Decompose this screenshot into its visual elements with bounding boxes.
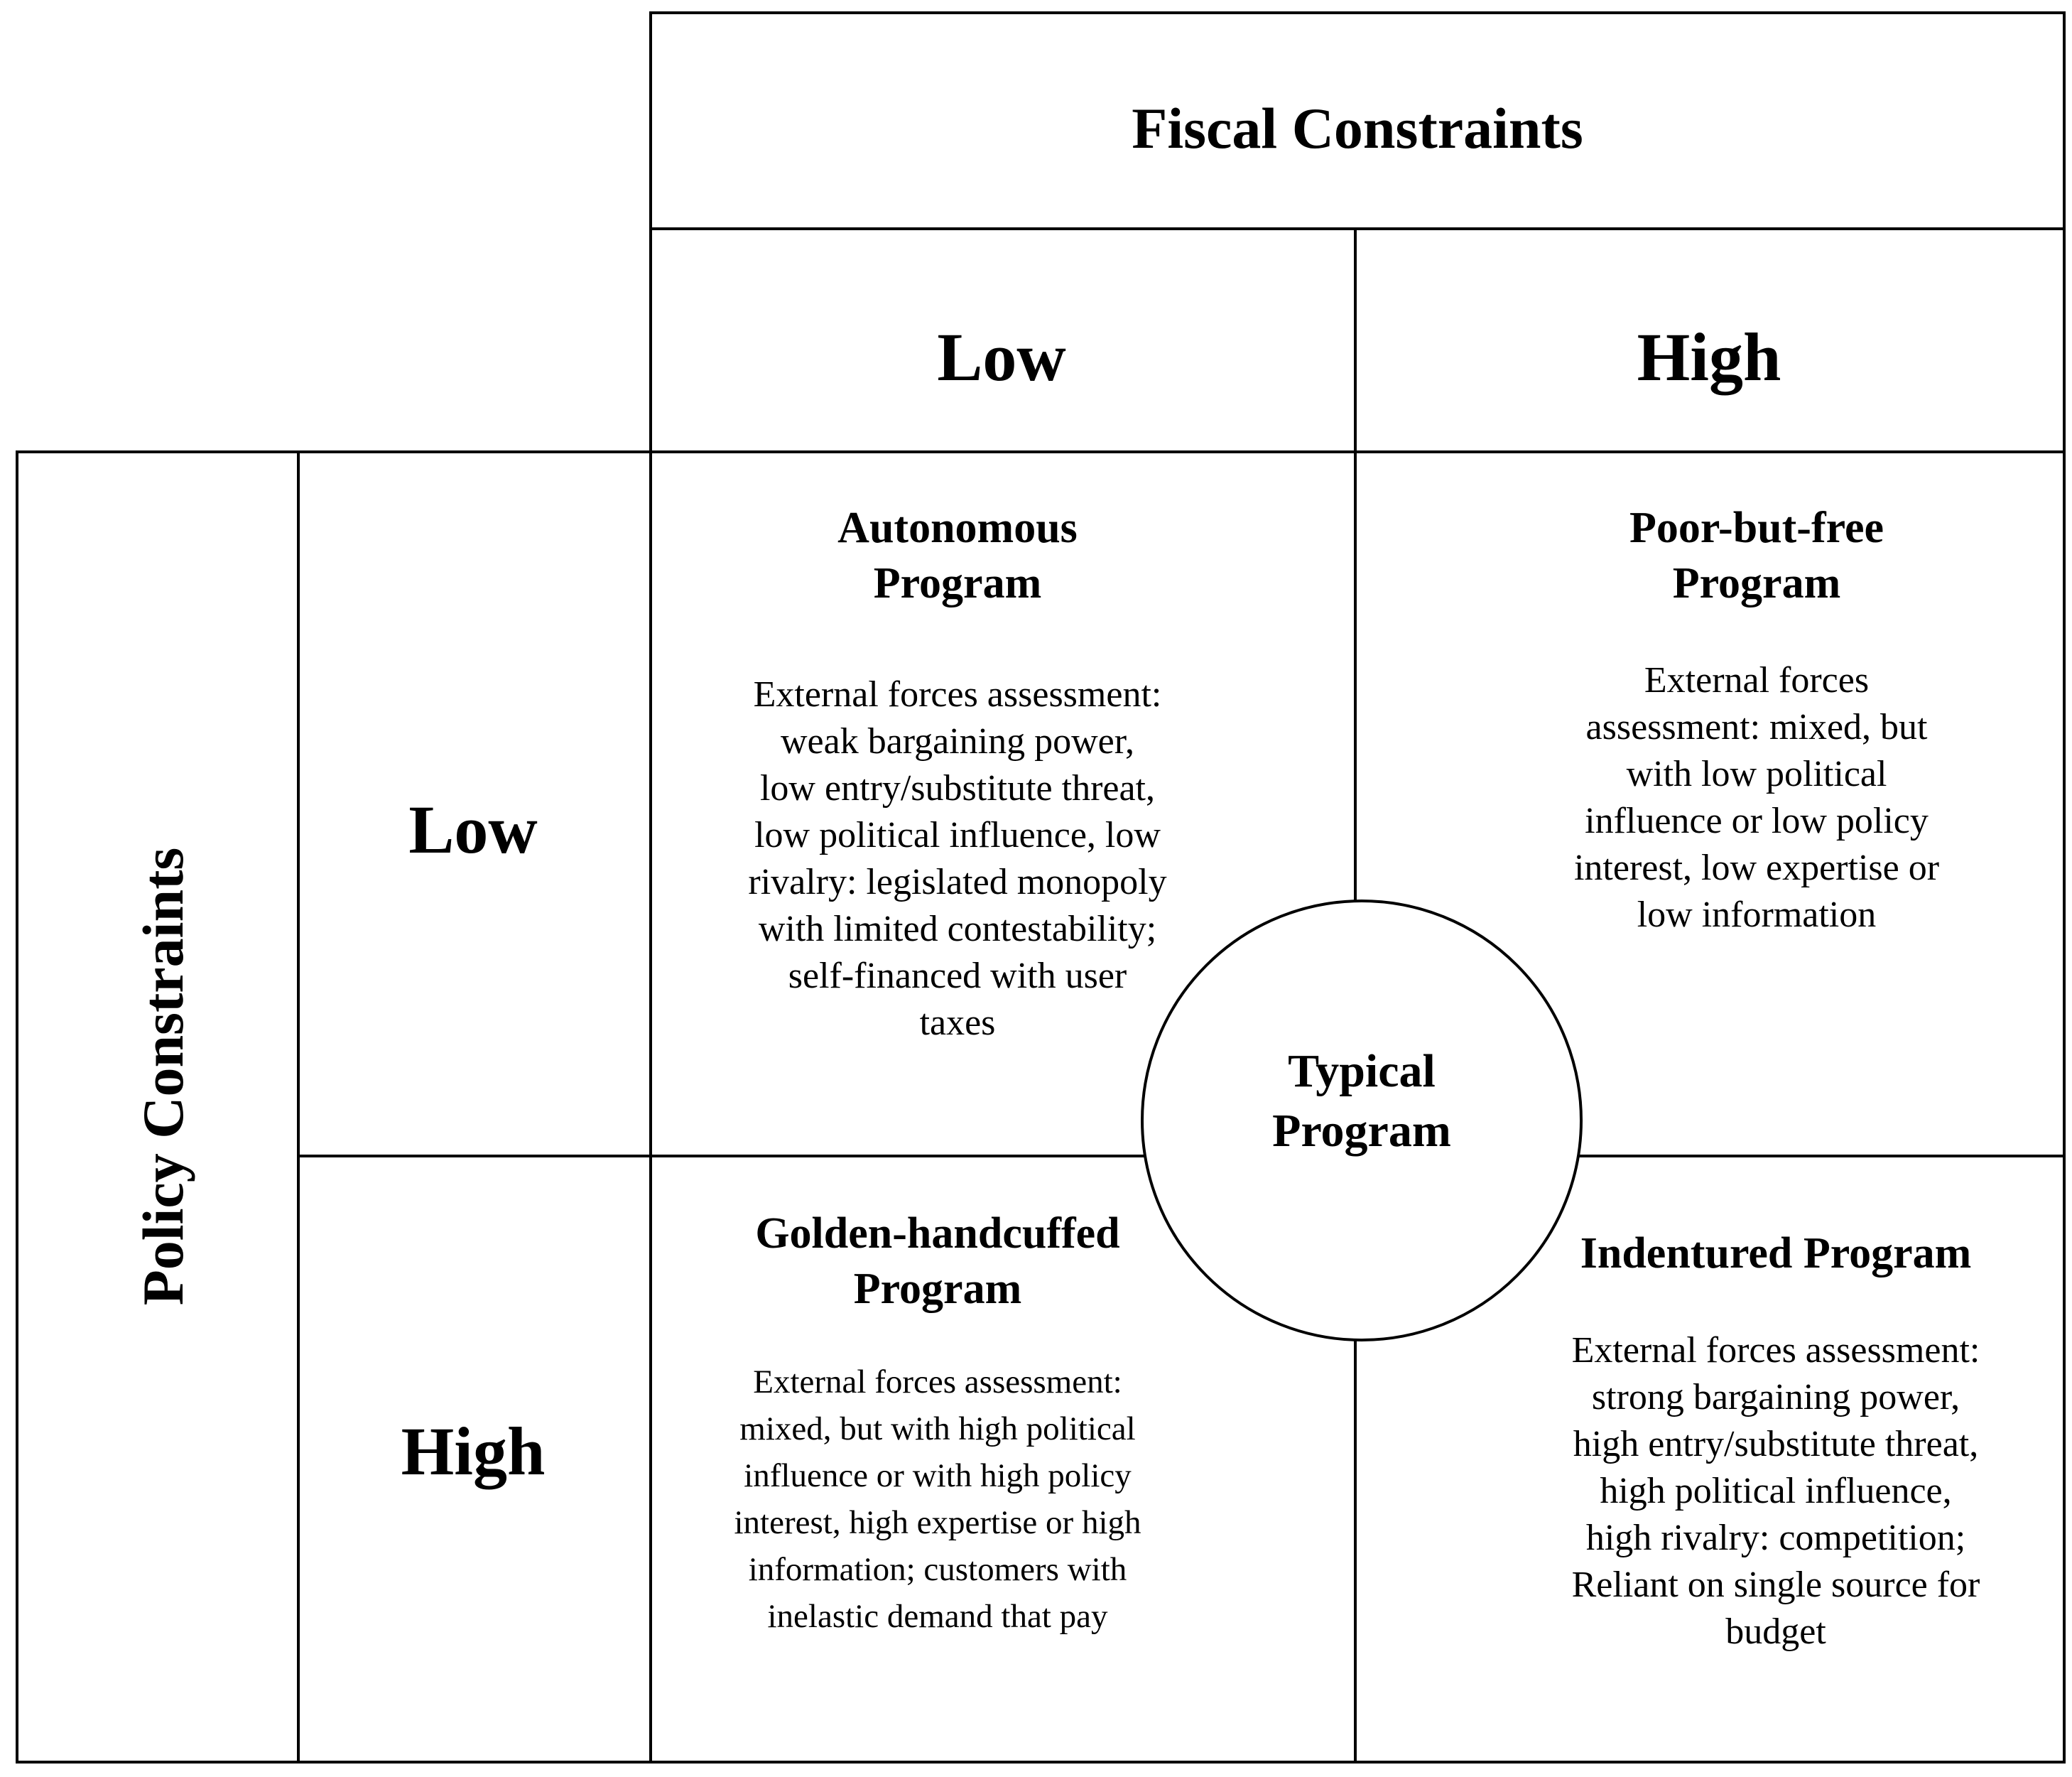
description-line: mixed, but with high political [739, 1410, 1136, 1447]
row-header: Policy Constraints [131, 847, 195, 1306]
indentured-program-title [1534, 1226, 2017, 1281]
indentured-program-description [1513, 1327, 2039, 1656]
description-line: high political influence, [1600, 1471, 1952, 1511]
autonomous-program-title [744, 500, 1171, 611]
left-border-line [16, 450, 18, 1764]
center-label-line: Typical [1288, 1045, 1436, 1097]
column-header: Fiscal Constraints [1132, 96, 1583, 161]
right-border-line [2063, 11, 2066, 1764]
column-level-low: Low [937, 319, 1066, 395]
autonomous-program-description [695, 671, 1220, 1047]
description-line: budget [1725, 1611, 1826, 1652]
title-line: Golden-handcuffed [755, 1209, 1120, 1258]
description-line: assessment: mixed, but [1585, 707, 1928, 747]
title-line: Indentured Program [1580, 1229, 1972, 1278]
poor-but-free-program-description [1512, 657, 2002, 939]
top-border-line [649, 11, 2066, 14]
description-line: External forces assessment: [1571, 1330, 1980, 1371]
description-line: External forces [1644, 660, 1870, 701]
description-line: high entry/substitute threat, [1573, 1424, 1979, 1464]
title-line: Program [853, 1265, 1022, 1313]
description-line: taxes [919, 1003, 996, 1043]
description-line: inelastic demand that pay [767, 1598, 1108, 1635]
golden-handcuffed-program-description [668, 1359, 1208, 1640]
description-line: interest, high expertise or high [734, 1504, 1141, 1541]
typical-program-label [1141, 1042, 1583, 1161]
title-line: Program [1672, 559, 1841, 607]
description-line: interest, low expertise or [1573, 848, 1940, 888]
description-line: low political influence, low [754, 815, 1161, 855]
description-line: with low political [1626, 754, 1887, 794]
title-line: Autonomous [837, 504, 1078, 552]
description-line: rivalry: legislated monopoly [748, 862, 1167, 902]
golden-handcuffed-program-title [689, 1206, 1186, 1317]
description-line: weak bargaining power, [780, 721, 1134, 762]
description-line: strong bargaining power, [1591, 1377, 1960, 1417]
row-level-low: Low [408, 792, 538, 868]
description-line: Reliant on single source for [1571, 1565, 1980, 1605]
description-line: External forces assessment: [753, 674, 1162, 715]
description-line: high rivalry: competition; [1585, 1518, 1966, 1558]
column-level-high: High [1637, 319, 1781, 395]
description-line: low information [1637, 895, 1877, 935]
fiscal-header-bottom-line [649, 227, 2066, 230]
description-line: self-financed with user [788, 956, 1127, 996]
description-line: influence or low policy [1585, 801, 1929, 841]
description-line: low entry/substitute threat, [759, 768, 1155, 809]
center-label-line: Program [1272, 1105, 1451, 1157]
description-line: influence or with high policy [744, 1457, 1132, 1494]
row-level-high: High [401, 1413, 546, 1489]
poor-but-free-program-title [1526, 500, 1987, 611]
description-line: information; customers with [748, 1551, 1127, 1588]
title-line: Poor-but-free [1629, 504, 1884, 552]
row-levels-divider-line [297, 450, 300, 1764]
grid-left-line [649, 11, 652, 1764]
description-line: with limited contestability; [758, 909, 1157, 949]
bottom-border-line [16, 1761, 2066, 1764]
column-levels-bottom-line [16, 450, 2066, 453]
description-line: External forces assessment: [753, 1363, 1122, 1400]
title-line: Program [873, 559, 1042, 607]
